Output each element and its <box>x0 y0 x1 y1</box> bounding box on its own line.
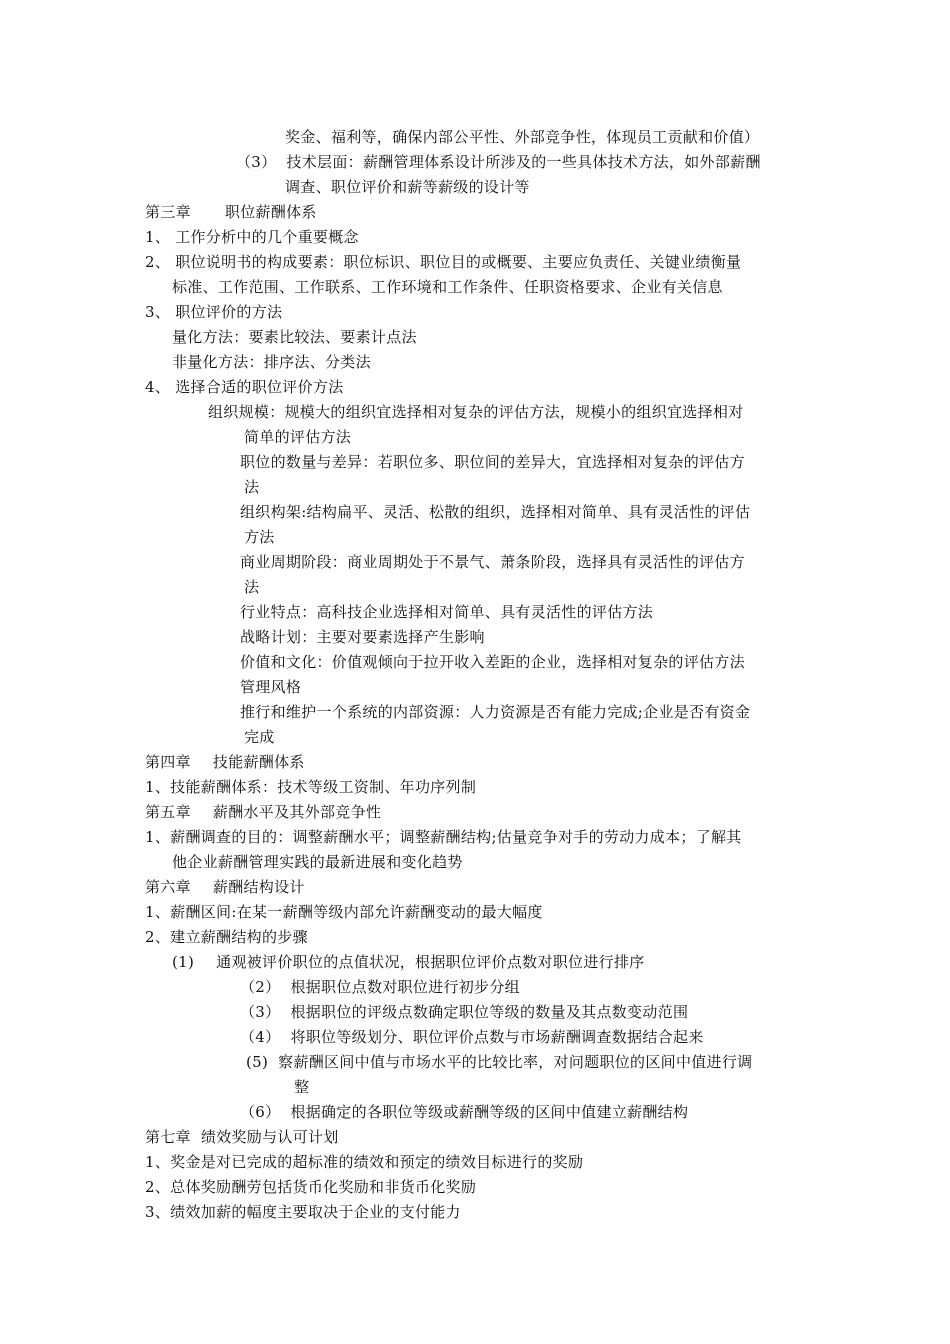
step-item <box>240 977 520 997</box>
text-line: 简单的评估方法 <box>244 428 352 446</box>
step-text: 察薪酬区间中值与市场水平的比较比率，对问题职位的区间中值进行调 <box>278 1053 753 1071</box>
text-line: 他企业薪酬管理实践的最新进展和变化趋势 <box>172 853 463 871</box>
text-line: 完成 <box>244 728 275 746</box>
text-line: 非量化方法：排序法、分类法 <box>172 353 371 371</box>
chapter-number: 第五章 <box>145 803 191 821</box>
chapter-heading <box>145 877 305 897</box>
text-line: 法 <box>244 478 260 496</box>
chapter-number: 第六章 <box>145 878 191 896</box>
text-line: 1、薪酬调查的目的：调整薪酬水平；调整薪酬结构;估量竞争对手的劳动力成本；了解其 <box>145 828 742 846</box>
chapter-heading <box>145 1127 339 1147</box>
text-line: 商业周期阶段：商业周期处于不景气、萧条阶段，选择具有灵活性的评估方 <box>240 553 745 571</box>
chapter-number: 第七章 <box>145 1128 191 1146</box>
step-number: （3） <box>240 1003 281 1021</box>
text-line: 调查、职位评价和薪等薪级的设计等 <box>285 178 530 196</box>
text-line: 3、绩效加薪的幅度主要取决于企业的支付能力 <box>145 1203 461 1221</box>
chapter-title: 薪酬水平及其外部竞争性 <box>212 803 382 821</box>
text-line: 1、 工作分析中的几个重要概念 <box>145 228 359 246</box>
chapter-title: 职位薪酬体系 <box>224 203 317 221</box>
text-line: 整 <box>294 1078 310 1096</box>
chapter-heading <box>145 802 381 822</box>
chapter-number: 第三章 <box>145 203 191 221</box>
step-text: 根据职位点数对职位进行初步分组 <box>290 978 520 996</box>
step-item <box>240 1027 704 1047</box>
text-line: 组织规模：规模大的组织宜选择相对复杂的评估方法，规模小的组织宜选择相对 <box>208 403 744 421</box>
text-line: 标准、工作范围、工作联系、工作环境和工作条件、任职资格要求、企业有关信息 <box>172 278 723 296</box>
text-line: 方法 <box>244 528 275 546</box>
chapter-number: 第四章 <box>145 753 191 771</box>
step-number: （6） <box>240 1103 281 1121</box>
step-item <box>240 1102 688 1122</box>
text-line: 行业特点：高科技企业选择相对简单、具有灵活性的评估方法 <box>240 603 654 621</box>
text-line: 1、奖金是对已完成的超标准的绩效和预定的绩效目标进行的奖励 <box>145 1153 584 1171</box>
text-line: 量化方法：要素比较法、要素计点法 <box>172 328 417 346</box>
step-text: 通观被评价职位的点值状况，根据职位评价点数对职位进行排序 <box>216 953 645 971</box>
step-item <box>240 1002 688 1022</box>
chapter-title: 绩效奖励与认可计划 <box>200 1128 339 1146</box>
text-line <box>236 152 761 172</box>
step-text: 根据确定的各职位等级或薪酬等级的区间中值建立薪酬结构 <box>290 1103 689 1121</box>
step-number: （2） <box>240 978 281 996</box>
step-number: (5) <box>246 1053 269 1071</box>
text-line: 1、薪酬区间:在某一薪酬等级内部允许薪酬变动的最大幅度 <box>145 903 543 921</box>
chapter-heading <box>145 752 305 772</box>
text-line: 2、总体奖励酬劳包括货币化奖励和非货币化奖励 <box>145 1178 477 1196</box>
chapter-heading <box>145 202 317 222</box>
step-number: （4） <box>240 1028 281 1046</box>
text-line: 职位的数量与差异：若职位多、职位间的差异大，宜选择相对复杂的评估方 <box>240 453 745 471</box>
step-item <box>172 952 645 972</box>
text-line: 2、 职位说明书的构成要素：职位标识、职位目的或概要、主要应负责任、关键业绩衡量 <box>145 253 742 271</box>
text-line: 法 <box>244 578 260 596</box>
step-item <box>246 1052 752 1072</box>
text-line: 价值和文化：价值观倾向于拉开收入差距的企业，选择相对复杂的评估方法 <box>240 653 745 671</box>
text-line: 管理风格 <box>240 678 302 696</box>
text-line: 2、建立薪酬结构的步骤 <box>145 928 308 946</box>
text-line: 4、 选择合适的职位评价方法 <box>145 378 344 396</box>
item-number: （3） <box>236 153 277 171</box>
text-line: 组织构架:结构扁平、灵活、松散的组织，选择相对简单、具有灵活性的评估 <box>240 503 751 521</box>
step-text: 根据职位的评级点数确定职位等级的数量及其点数变动范围 <box>290 1003 689 1021</box>
text-line: 推行和维护一个系统的内部资源：人力资源是否有能力完成;企业是否有资金 <box>240 703 751 721</box>
text-line: 奖金、福利等，确保内部公平性、外部竞争性，体现员工贡献和价值） <box>285 128 760 146</box>
step-text: 将职位等级划分、职位评价点数与市场薪酬调查数据结合起来 <box>290 1028 704 1046</box>
chapter-title: 技能薪酬体系 <box>212 753 305 771</box>
step-number: (1) <box>172 953 195 971</box>
text-line: 1、技能薪酬体系：技术等级工资制、年功序列制 <box>145 778 477 796</box>
chapter-title: 薪酬结构设计 <box>212 878 305 896</box>
text-line: 战略计划：主要对要素选择产生影响 <box>240 628 485 646</box>
text-line: 3、 职位评价的方法 <box>145 303 283 321</box>
item-text: 技术层面：薪酬管理体系设计所涉及的一些具体技术方法，如外部薪酬 <box>286 153 761 171</box>
